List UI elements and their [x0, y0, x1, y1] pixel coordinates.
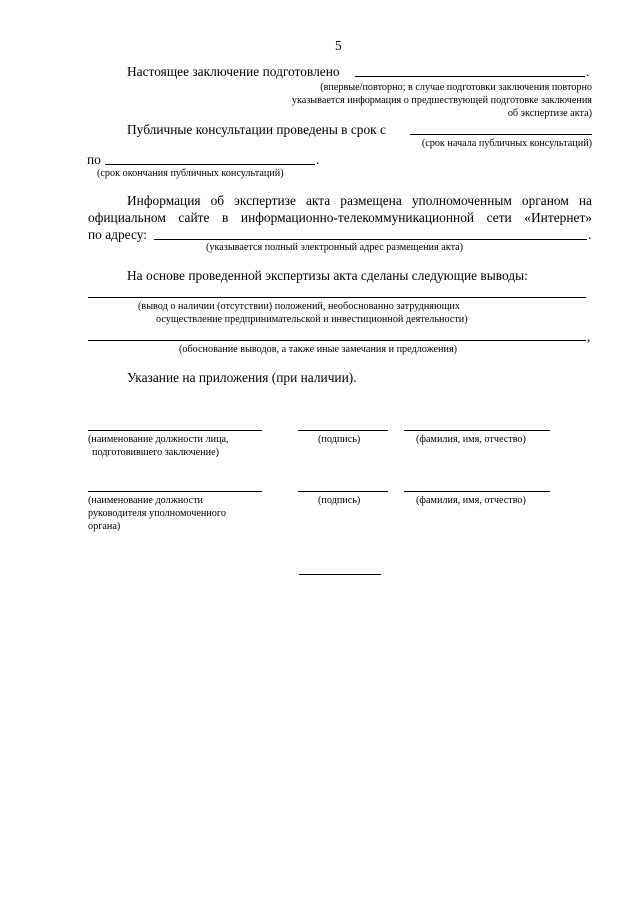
consultations-start-note: (срок начала публичных консультаций)	[421, 138, 592, 149]
conclusions-note2: (обоснование выводов, а также иные замечания и предложения)	[179, 344, 458, 355]
info-address-end: .	[588, 227, 592, 242]
info-line1: Информация об экспертизе акта размещена уполномоченным органом на	[127, 193, 592, 208]
conclusions-line2	[88, 340, 586, 341]
consultations-label: Публичные консультации проведены в срок с	[127, 122, 386, 137]
prepared-note-line3: об экспертизе акта)	[507, 108, 592, 119]
consultations-end-note: (срок окончания публичных консультаций)	[97, 168, 284, 179]
conclusions-heading: На основе проведенной экспертизы акта сделаны следующие выводы:	[127, 268, 528, 283]
prepared-note-line2: указывается информация о предшествующей подготовке заключения	[291, 95, 592, 106]
conclusions-note1-line2: осуществление предпринимательской и инвестиционной деятельности)	[156, 314, 468, 325]
signature2-position-line	[88, 491, 262, 492]
info-address-note: (указывается полный электронный адрес размещения акта)	[206, 242, 464, 253]
info-address-line	[154, 239, 587, 240]
conclusions-line1	[88, 297, 586, 298]
signature2-name-line	[404, 491, 550, 492]
prepared-note-line1: (впервые/повторно; в случае подготовки заключения повторно	[320, 82, 592, 93]
consultations-start-line	[410, 134, 592, 135]
consultations-to-label: по	[87, 152, 101, 167]
page-number: 5	[335, 38, 342, 53]
end-separator	[299, 574, 381, 575]
signature2-name-label: (фамилия, имя, отчество)	[416, 495, 526, 506]
attachments-label: Указание на приложения (при наличии).	[127, 370, 357, 385]
prepared-end: .	[586, 64, 590, 79]
signature2-position-line2: руководителя уполномоченного	[88, 508, 226, 519]
signature2-position-line1: (наименование должности	[88, 495, 203, 506]
info-line2: официальном сайте в информационно-телекоммуникационной сети «Интернет»	[88, 210, 592, 225]
signature1-sign-label: (подпись)	[318, 434, 361, 445]
info-address-label: по адресу:	[88, 227, 147, 242]
consultations-end-line	[105, 164, 315, 165]
signature1-name-label: (фамилия, имя, отчество)	[416, 434, 526, 445]
conclusions-note1-line1: (вывод о наличии (отсутствии) положений, необоснованно затрудняющих	[138, 301, 460, 312]
conclusions-end: ,	[587, 329, 591, 344]
signature1-sign-line	[298, 430, 388, 431]
prepared-label: Настоящее заключение подготовлено	[127, 64, 340, 79]
consultations-end: .	[316, 152, 320, 167]
signature1-position-line	[88, 430, 262, 431]
signature2-sign-line	[298, 491, 388, 492]
prepared-blank-line	[355, 76, 585, 77]
signature1-position-line1: (наименование должности лица,	[88, 434, 229, 445]
signature2-position-line3: органа)	[88, 521, 121, 532]
signature1-name-line	[404, 430, 550, 431]
signature1-position-line2: подготовившего заключение)	[92, 447, 219, 458]
signature2-sign-label: (подпись)	[318, 495, 361, 506]
